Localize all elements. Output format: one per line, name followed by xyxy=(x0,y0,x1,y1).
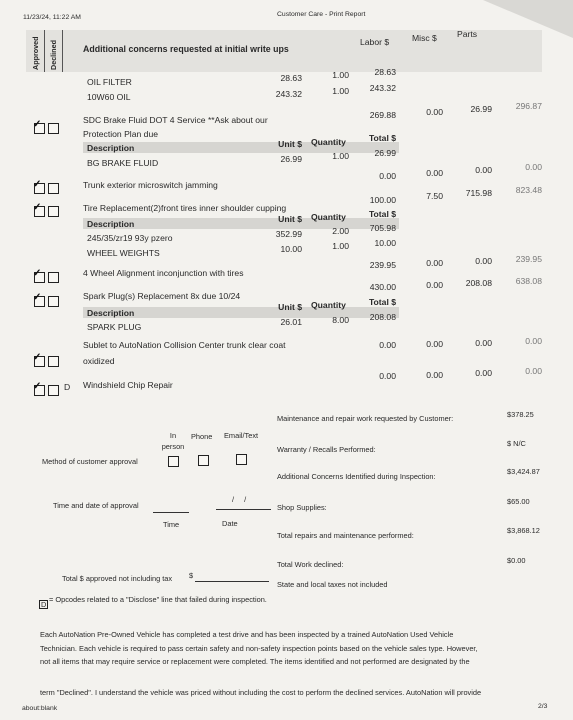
part-name: SPARK PLUG xyxy=(87,322,142,332)
part-total: 26.99 xyxy=(374,148,396,158)
labor-value: 269.88 xyxy=(369,110,396,120)
concern-title: Tire Replacement(2)front tires inner shoulder cupping xyxy=(83,203,287,213)
list-item-total: 28.63 xyxy=(374,67,396,77)
part-total: 705.98 xyxy=(369,223,396,233)
part-unit: 26.01 xyxy=(280,317,302,327)
concern-title: Trunk exterior microswitch jamming xyxy=(83,180,218,190)
disclaimer-line: not all items that may require service or replacement were completed. The items identified and not performed are designated by the xyxy=(40,657,470,666)
list-item-total: 243.32 xyxy=(369,83,396,93)
total-approved-label: Total $ approved not including tax xyxy=(62,574,173,583)
line-total-value: 0.00 xyxy=(525,162,542,172)
misc-value: 0.00 xyxy=(426,107,443,117)
declined-checkbox[interactable] xyxy=(48,206,59,217)
checkmark-icon: ✓ xyxy=(33,179,42,190)
email-checkbox[interactable] xyxy=(236,454,247,465)
list-item-name: OIL FILTER xyxy=(87,77,132,87)
time-label: Time xyxy=(163,520,180,529)
parts-qty-header: Quantity xyxy=(311,300,346,310)
parts-desc-header: Description xyxy=(87,308,135,318)
print-datetime: 11/23/24, 11:22 AM xyxy=(23,14,81,21)
parts-total-header: Total $ xyxy=(368,133,396,143)
misc-value: 0.00 xyxy=(426,168,443,178)
parts-value: 0.00 xyxy=(475,368,492,378)
parts-qty-header: Quantity xyxy=(311,212,346,222)
summary-value: $378.25 xyxy=(507,410,534,419)
disclose-key-text: = Opcodes related to a "Disclose" line that failed during inspection. xyxy=(49,595,267,604)
part-qty: 8.00 xyxy=(332,315,349,325)
disclaimer-line: term "Declined". I understand the vehicle was priced without including the cost to perform the declined services. AutoNation will provide xyxy=(40,688,482,697)
summary-label: Warranty / Recalls Performed: xyxy=(277,445,376,454)
declined-checkbox[interactable] xyxy=(48,123,59,134)
dollar-sign: $ xyxy=(189,571,194,580)
print-title: Customer Care - Print Report xyxy=(277,11,366,18)
table-title: Additional concerns requested at initial write ups xyxy=(83,44,289,54)
concern-title: 4 Wheel Alignment inconjunction with tires xyxy=(83,268,244,278)
tax-note: State and local taxes not included xyxy=(277,580,388,589)
part-total: 208.08 xyxy=(369,312,396,322)
total-approved-field[interactable] xyxy=(195,581,269,582)
labor-value: 239.95 xyxy=(369,260,396,270)
date-label: Date xyxy=(222,519,238,528)
concern-title: Windshield Chip Repair xyxy=(83,380,173,390)
part-name: WHEEL WEIGHTS xyxy=(87,248,160,258)
phone-checkbox[interactable] xyxy=(198,455,209,466)
disclose-key-box: D xyxy=(41,600,47,609)
parts-unit-header: Unit $ xyxy=(278,302,302,312)
list-item-qty: 1.00 xyxy=(332,70,349,80)
misc-value: 0.00 xyxy=(426,370,443,380)
parts-desc-header: Description xyxy=(87,143,135,153)
concern-title-cont: Protection Plan due xyxy=(83,129,159,139)
parts-value: 0.00 xyxy=(475,165,492,175)
in-person-checkbox[interactable] xyxy=(168,456,179,467)
misc-column-header: Misc $ xyxy=(412,33,437,43)
line-total-value: 0.00 xyxy=(525,366,542,376)
parts-value: 0.00 xyxy=(475,256,492,266)
line-total-value: 239.95 xyxy=(515,254,542,264)
declined-checkbox[interactable] xyxy=(48,356,59,367)
declined-checkbox[interactable] xyxy=(48,385,59,396)
summary-label: Shop Supplies: xyxy=(277,503,327,512)
summary-label: Total repairs and maintenance performed: xyxy=(277,531,414,540)
checkmark-icon: ✓ xyxy=(33,268,42,279)
line-total-value: 638.08 xyxy=(515,276,542,286)
checkmark-icon: ✓ xyxy=(33,352,42,363)
parts-total-header: Total $ xyxy=(368,297,396,307)
phone-label: Phone xyxy=(191,432,213,441)
checkmark-icon: ✓ xyxy=(33,202,42,213)
part-name: BG BRAKE FLUID xyxy=(87,158,159,168)
checkmark-icon: ✓ xyxy=(33,292,42,303)
footer-url: about:blank xyxy=(22,705,58,712)
line-total-value: 823.48 xyxy=(515,185,542,195)
checkmark-icon: ✓ xyxy=(33,119,42,130)
labor-column-header: Labor $ xyxy=(360,37,390,47)
misc-value: 7.50 xyxy=(426,191,443,201)
list-item-unit: 243.32 xyxy=(275,89,302,99)
line-total-value: 296.87 xyxy=(515,101,542,111)
part-total: 10.00 xyxy=(374,238,396,248)
summary-value: $3,868.12 xyxy=(507,526,540,535)
summary-value: $ N/C xyxy=(507,439,526,448)
parts-desc-header: Description xyxy=(87,219,135,229)
summary-value: $0.00 xyxy=(507,556,526,565)
header-divider xyxy=(44,30,45,72)
summary-label: Total Work declined: xyxy=(277,560,344,569)
summary-value: $3,424.87 xyxy=(507,467,540,476)
part-unit: 10.00 xyxy=(280,244,302,254)
approval-method-label: Method of customer approval xyxy=(42,457,138,466)
part-qty: 1.00 xyxy=(332,241,349,251)
labor-value: 0.00 xyxy=(379,371,396,381)
parts-total-header: Total $ xyxy=(368,209,396,219)
concern-title-cont: oxidized xyxy=(83,356,115,366)
labor-value: 0.00 xyxy=(379,340,396,350)
parts-unit-header: Unit $ xyxy=(278,139,302,149)
parts-column-header: Parts xyxy=(457,29,478,39)
in-person-label: In person xyxy=(161,431,185,451)
part-unit: 26.99 xyxy=(280,154,302,164)
part-name: 245/35/zr19 93y pzero xyxy=(87,233,173,243)
misc-value: 0.00 xyxy=(426,339,443,349)
misc-value: 0.00 xyxy=(426,258,443,268)
labor-value: 100.00 xyxy=(369,195,396,205)
header-divider xyxy=(62,30,63,72)
part-qty: 1.00 xyxy=(332,151,349,161)
part-qty: 2.00 xyxy=(332,226,349,236)
list-item-name: 10W60 OIL xyxy=(87,92,131,102)
labor-value: 430.00 xyxy=(369,282,396,292)
checkmark-icon: ✓ xyxy=(33,381,42,392)
parts-unit-header: Unit $ xyxy=(278,214,302,224)
date-slashes: / / xyxy=(232,495,251,504)
parts-value: 26.99 xyxy=(470,104,492,114)
disclaimer-line: Technician. Each vehicle is required to pass certain safety and non-safety inspection points based on the vehicle sales type. However, xyxy=(40,644,478,653)
declined-checkbox[interactable] xyxy=(48,296,59,307)
disclose-flag: D xyxy=(64,382,71,392)
list-item-qty: 1.00 xyxy=(332,86,349,96)
time-field[interactable] xyxy=(153,512,189,513)
concern-title: Sublet to AutoNation Collision Center trunk clear coat xyxy=(83,340,286,350)
email-label: Email/Text xyxy=(224,431,259,440)
declined-checkbox[interactable] xyxy=(48,272,59,283)
summary-value: $65.00 xyxy=(507,497,530,506)
parts-value: 715.98 xyxy=(465,188,492,198)
parts-value: 208.08 xyxy=(465,278,492,288)
summary-label: Additional Concerns Identified during Inspection: xyxy=(277,472,436,481)
declined-header: Declined xyxy=(49,40,58,70)
part-unit: 352.99 xyxy=(275,229,302,239)
page-number: 2/3 xyxy=(538,703,548,710)
parts-qty-header: Quantity xyxy=(311,137,346,147)
approval-time-date-label: Time and date of approval xyxy=(53,501,139,510)
approved-header: Approved xyxy=(31,36,40,70)
concern-title: SDC Brake Fluid DOT 4 Service **Ask about our xyxy=(83,115,268,125)
summary-label: Maintenance and repair work requested by Customer: xyxy=(277,414,454,423)
labor-value: 0.00 xyxy=(379,171,396,181)
concern-title: Spark Plug(s) Replacement 8x due 10/24 xyxy=(83,291,241,301)
parts-value: 0.00 xyxy=(475,338,492,348)
disclaimer-line: Each AutoNation Pre-Owned Vehicle has completed a test drive and has been inspected by a trained AutoNation Used Vehicle xyxy=(40,630,454,639)
date-field[interactable] xyxy=(216,509,271,510)
line-total-value: 0.00 xyxy=(525,336,542,346)
declined-checkbox[interactable] xyxy=(48,183,59,194)
misc-value: 0.00 xyxy=(426,280,443,290)
list-item-unit: 28.63 xyxy=(280,73,302,83)
